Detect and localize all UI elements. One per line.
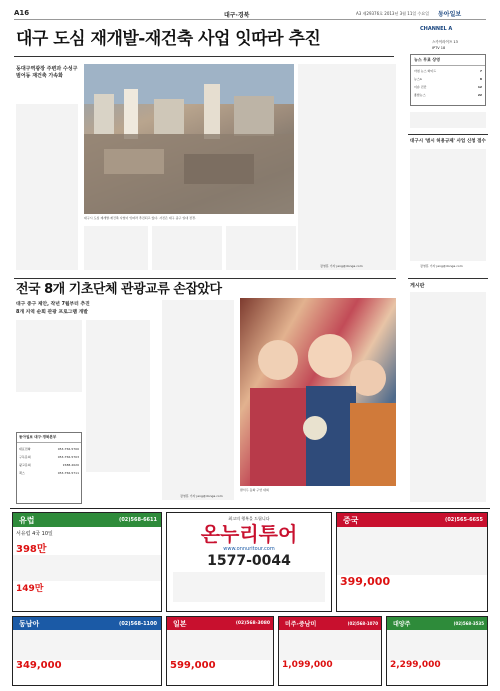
main-headline: 대구 도심 재개발-재건축 사업 잇따라 추진 xyxy=(16,29,321,49)
schedule-row: 뉴스A 8 xyxy=(414,77,482,81)
page-number: A16 xyxy=(14,9,30,17)
photo-caption: 대구시 도심 재개발·재건축 사업이 잇따라 추진되고 있다. 사진은 대구 중구 일대 전경. xyxy=(84,216,196,220)
ad-rule xyxy=(10,508,490,509)
ad-oceania-phone: (02)568-3535 xyxy=(453,621,484,626)
festival-photo xyxy=(240,298,396,486)
ad-pacific-header xyxy=(279,617,381,630)
festival-caption: 팔석두 동화 구연 대회 xyxy=(240,488,269,492)
ad-oceania-details xyxy=(387,630,487,660)
second-body-col1 xyxy=(16,320,82,392)
ad-asia-phone: (02)568-1100 xyxy=(119,620,157,627)
main-body-col5 xyxy=(298,64,396,270)
ad-china-header xyxy=(337,513,487,527)
ad-pacific-details xyxy=(279,630,381,660)
bureau-row: 광고문의 1588-2020 xyxy=(19,463,79,467)
channel-logo: CHANNEL A xyxy=(420,26,453,32)
ad-pacific-region: 미주·중남미 xyxy=(285,621,317,628)
sidebar-headline: 대구시 '범시 허용규제' 사업 신청 접수 xyxy=(410,139,486,144)
schedule-row: 아침 뉴스 와이드 7 xyxy=(414,69,482,73)
ad-asia[interactable] xyxy=(12,616,162,686)
issue-date: A3 제29376호 2013년 3월 11일 수요일 xyxy=(356,11,430,16)
sidebar-note xyxy=(410,112,486,128)
ad-pacific-price: 1,099,000 xyxy=(282,660,333,670)
channel-number: 스카이라이프 13 xyxy=(432,40,458,44)
second-rule xyxy=(14,278,396,279)
main-body-col4 xyxy=(226,226,296,270)
main-byline: 장영훈 기자 jang@donga.com xyxy=(320,264,363,268)
ad-asia-details xyxy=(13,630,161,660)
notice-title: 게시판 xyxy=(410,283,425,289)
schedule-box xyxy=(410,54,486,106)
ad-asia-region: 동남아 xyxy=(19,619,40,628)
ad-japan-price: 599,000 xyxy=(170,660,216,671)
ad-china-phone: (02)565-6655 xyxy=(445,517,483,523)
bureau-row: 대표전화 053-756-5700 xyxy=(19,447,79,451)
ad-pacific[interactable] xyxy=(278,616,382,686)
ad-oceania-header xyxy=(387,617,487,630)
ad-europe-price: 398만 xyxy=(16,544,47,555)
bureau-title: 동아일보 대구·경북본부 xyxy=(17,433,81,443)
ad-pacific-phone: (02)568-1070 xyxy=(347,621,378,626)
second-headline: 전국 8개 기초단체 관광교류 손잡았다 xyxy=(16,282,222,297)
section-name: 대구·경북 xyxy=(224,12,250,19)
ad-brand-logo: 온누리투어 xyxy=(200,522,298,546)
notice-list xyxy=(410,292,486,502)
ad-asia-header xyxy=(13,617,161,630)
ad-china-price: 399,000 xyxy=(340,575,391,588)
ad-brand-tagline: 최고의 행복을 드립니다 xyxy=(228,516,270,521)
schedule-box-title: 뉴스 무료 상영 xyxy=(411,55,485,66)
ad-europe-header xyxy=(13,513,161,527)
main-body-col3 xyxy=(152,226,222,270)
ad-oceania[interactable] xyxy=(386,616,488,686)
ad-japan-region: 일본 xyxy=(173,619,187,628)
ad-europe-promo: 서유럽 4국 10일 xyxy=(16,531,53,537)
second-body-col3 xyxy=(162,300,234,500)
ad-europe-price-2: 149만 xyxy=(16,584,44,594)
main-body-col2 xyxy=(84,226,148,270)
city-skyline-graphic xyxy=(84,64,294,214)
iptv-number: IPTV 18 xyxy=(432,46,446,50)
channel-logo-area xyxy=(406,26,486,36)
ad-brand-details xyxy=(173,572,325,602)
festival-people-graphic xyxy=(240,298,396,486)
ad-brand-site[interactable]: www.onnuritour.com xyxy=(223,546,275,552)
ad-china-details xyxy=(337,527,487,575)
notice-rule xyxy=(408,278,488,279)
bureau-row: 구독문의 053-756-5703 xyxy=(19,455,79,459)
second-subhead-2: 8개 지역 순회 관광 프로그램 개발 xyxy=(16,310,88,315)
ad-europe-region: 유럽 xyxy=(19,515,35,525)
ad-china[interactable] xyxy=(336,512,488,612)
second-subhead: 대구 중구 제안, 작년 7월부터 추진 xyxy=(16,302,90,307)
sidebar-byline: 장영훈 기자 jang@donga.com xyxy=(420,264,463,268)
bureau-info-box xyxy=(16,432,82,504)
ad-oceania-region: 대양주 xyxy=(393,621,411,628)
sidebar-rule xyxy=(408,134,488,135)
ad-europe[interactable] xyxy=(12,512,162,612)
newspaper-logo: 동아일보 xyxy=(438,11,462,18)
main-body-col1 xyxy=(16,104,78,270)
ad-asia-price: 349,000 xyxy=(16,660,62,671)
ad-japan-phone: (02)568-3080 xyxy=(235,621,270,626)
ad-europe-phone: (02)568-6611 xyxy=(119,517,157,523)
schedule-row: 이슈 진단 12 xyxy=(414,85,482,89)
ad-brand-hotline: 1577-0044 xyxy=(207,553,291,569)
bureau-row: 팩스 053-756-5711 xyxy=(19,471,79,475)
headline-rule xyxy=(14,56,394,57)
ad-brand[interactable] xyxy=(166,512,332,612)
second-body-col2 xyxy=(86,320,150,472)
ad-japan-details xyxy=(167,630,273,660)
page-header xyxy=(14,6,486,20)
second-byline: 장영훈 기자 jang@donga.com xyxy=(180,494,223,498)
city-photo xyxy=(84,64,294,214)
main-subhead: 동대구역광장 주변과 수성구 범어동 재건축 가속화 xyxy=(16,66,78,79)
ad-oceania-price: 2,299,000 xyxy=(390,660,441,670)
sidebar-body xyxy=(410,149,486,261)
ad-china-region: 중국 xyxy=(343,515,359,525)
ad-japan[interactable] xyxy=(166,616,274,686)
ad-europe-details xyxy=(13,555,161,581)
ad-japan-header xyxy=(167,617,273,630)
schedule-row: 종합뉴스 22 xyxy=(414,93,482,97)
